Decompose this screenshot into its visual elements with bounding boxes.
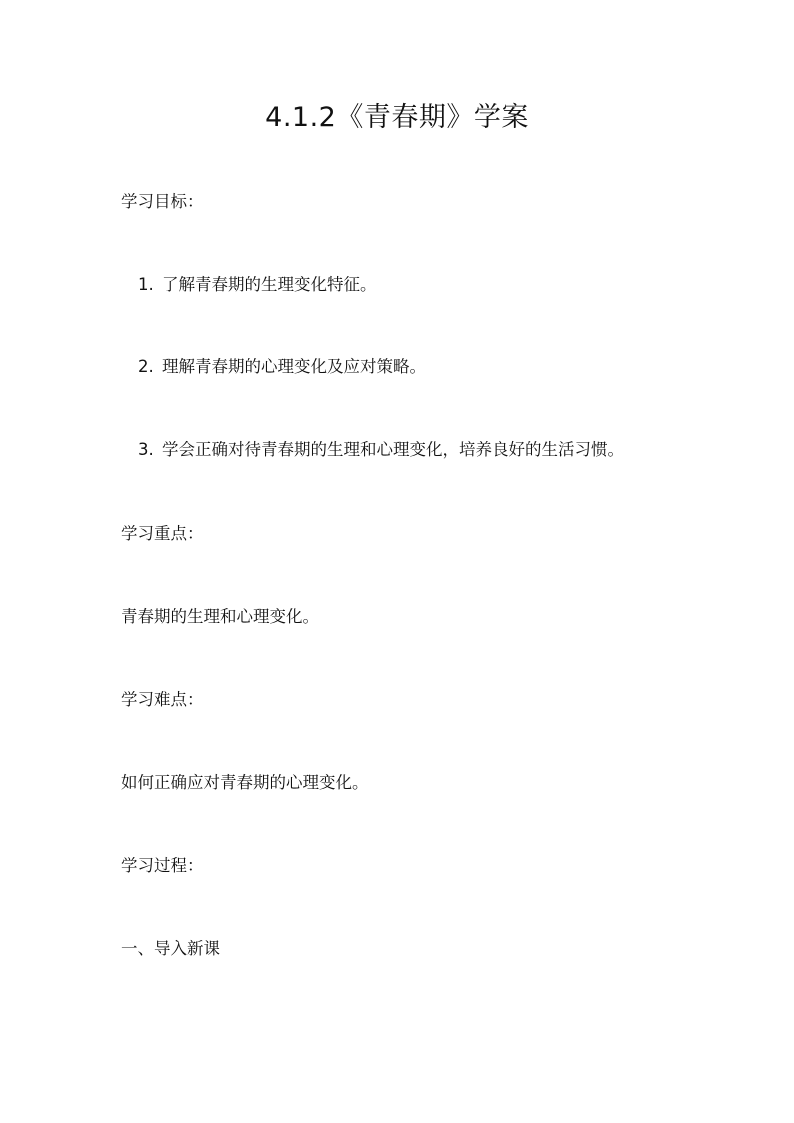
difficulty-heading: 学习难点： — [121, 690, 204, 709]
objective-item-2 — [138, 355, 426, 379]
objective-number: 1. — [138, 275, 154, 294]
section-heading-one: 一、导入新课 — [121, 939, 220, 958]
objective-text: 学会正确对待青春期的生理和心理变化，培养良好的生活习惯。 — [162, 440, 624, 459]
key-points-text: 青春期的生理和心理变化。 — [121, 607, 319, 626]
objective-text: 理解青春期的心理变化及应对策略。 — [162, 357, 426, 376]
objective-number: 3. — [138, 440, 154, 459]
document-title: 4.1.2《青春期》学案 — [265, 102, 529, 133]
difficulty-text: 如何正确应对青春期的心理变化。 — [121, 773, 369, 792]
process-heading: 学习过程： — [121, 856, 204, 875]
objective-number: 2. — [138, 357, 154, 376]
objective-text: 了解青春期的生理变化特征。 — [162, 275, 377, 294]
objective-item-1 — [138, 273, 377, 297]
key-points-heading: 学习重点： — [121, 524, 204, 543]
objective-item-3 — [138, 438, 624, 462]
objectives-heading: 学习目标： — [121, 192, 204, 211]
